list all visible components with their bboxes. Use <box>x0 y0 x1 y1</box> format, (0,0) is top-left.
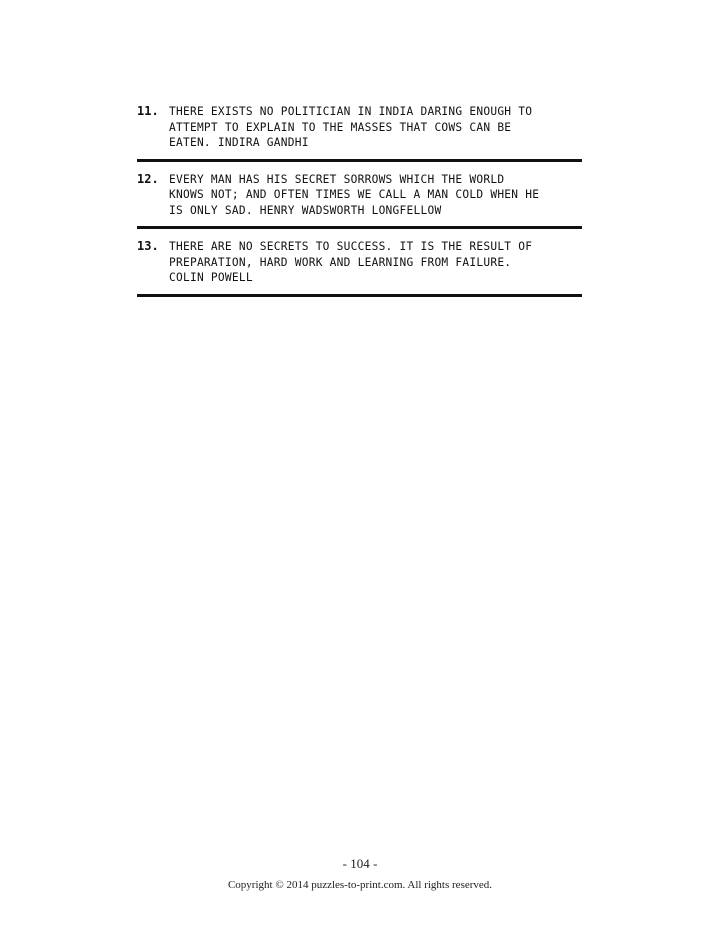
quote-list <box>137 104 582 307</box>
quote-text: THERE ARE NO SECRETS TO SUCCESS. IT IS THE RESULT OF PREPARATION, HARD WORK AND LEARNING FROM FAILURE. COLIN POWELL <box>169 240 533 284</box>
quote-text: EVERY MAN HAS HIS SECRET SORROWS WHICH THE WORLD KNOWS NOT; AND OFTEN TIMES WE CALL A MAN COLD WHEN HE IS ONLY SAD. HENRY WADSWORTH LONGFELLOW <box>169 172 540 217</box>
quote-text: THERE EXISTS NO POLITICIAN IN INDIA DARING ENOUGH TO ATTEMPT TO EXPLAIN TO THE MASSES THAT COWS CAN BE EATEN. INDIRA GANDHI <box>169 105 533 149</box>
copyright-notice: Copyright © 2014 puzzles-to-print.com. All rights reserved. <box>227 879 493 891</box>
quote-item-13 <box>137 239 582 297</box>
quote-item-12 <box>137 172 582 230</box>
page-number: - 104 - <box>342 856 378 871</box>
quote-number: 12. <box>137 171 159 186</box>
quote-item-11 <box>137 104 582 162</box>
quote-number: 11. <box>137 104 159 118</box>
quote-number: 13. <box>137 239 159 253</box>
